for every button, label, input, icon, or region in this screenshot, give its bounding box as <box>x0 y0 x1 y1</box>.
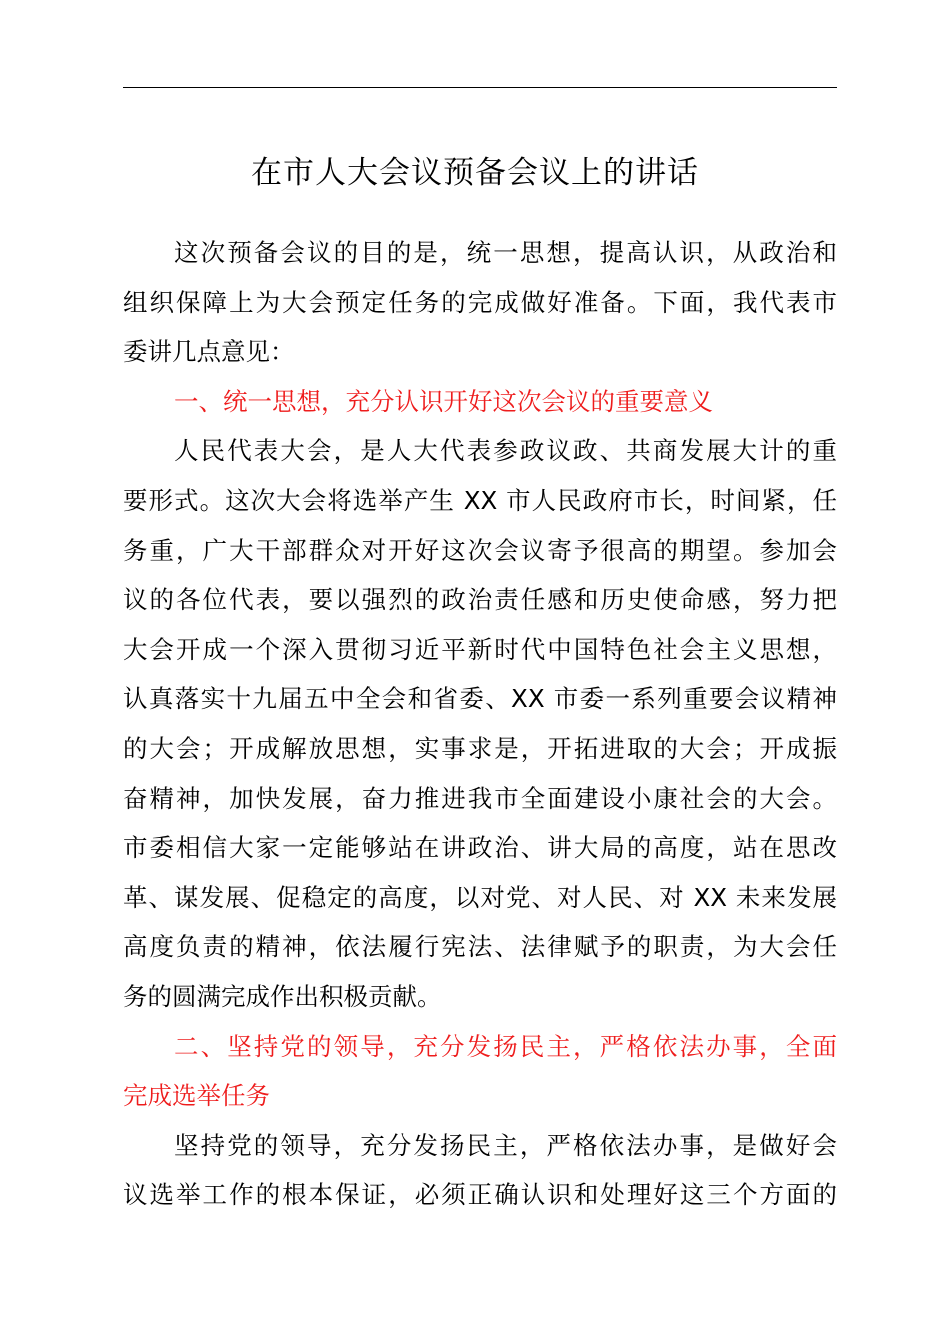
section-heading-line: 一、统一思想，充分认识开好这次会议的重要意义 <box>174 386 713 416</box>
section-heading-line: 完成选举任务 <box>123 1081 270 1111</box>
section-heading-line: 二、坚持党的领导，充分发扬民主，严格依法办事，全面 <box>174 1031 837 1061</box>
paragraph-line: 这次预备会议的目的是，统一思想，提高认识，从政治和 <box>174 238 837 267</box>
header-rule <box>123 87 837 88</box>
paragraph-line: 议选举工作的根本保证，必须正确认识和处理好这三个方面的 <box>123 1180 837 1210</box>
paragraph-line: 务的圆满完成作出积极贡献。 <box>123 981 442 1011</box>
paragraph-line: 人民代表大会，是人大代表参政议政、共商发展大计的重 <box>174 436 837 466</box>
paragraph-line: 奋精神，加快发展，奋力推进我市全面建设小康社会的大会。 <box>123 783 837 813</box>
paragraph-line: 委讲几点意见： <box>123 337 295 367</box>
paragraph-line: 务重，广大干部群众对开好这次会议寄予很高的期望。参加会 <box>123 535 837 565</box>
paragraph-line: 认真落实十九届五中全会和省委、XX 市委一系列重要会议精神 <box>123 684 837 714</box>
paragraph-line: 大会开成一个深入贯彻习近平新时代中国特色社会主义思想， <box>123 634 837 664</box>
paragraph-line: 市委相信大家一定能够站在讲政治、讲大局的高度，站在思改 <box>123 833 837 863</box>
paragraph-line: 议的各位代表，要以强烈的政治责任感和历史使命感，努力把 <box>123 585 837 615</box>
paragraph-line: 要形式。这次大会将选举产生 XX 市人民政府市长，时间紧，任 <box>123 485 837 515</box>
paragraph-line: 坚持党的领导，充分发扬民主，严格依法办事，是做好会 <box>174 1130 837 1160</box>
paragraph-line: 高度负责的精神，依法履行宪法、法律赋予的职责，为大会任 <box>123 932 837 962</box>
paragraph-line: 组织保障上为大会预定任务的完成做好准备。下面，我代表市 <box>123 287 837 317</box>
document-title: 在市人大会议预备会议上的讲话 <box>251 155 699 191</box>
document-body <box>123 228 837 1220</box>
paragraph-line: 的大会；开成解放思想，实事求是，开拓进取的大会；开成振 <box>123 733 837 763</box>
paragraph-line: 革、谋发展、促稳定的高度，以对党、对人民、对 XX 未来发展 <box>123 882 837 912</box>
